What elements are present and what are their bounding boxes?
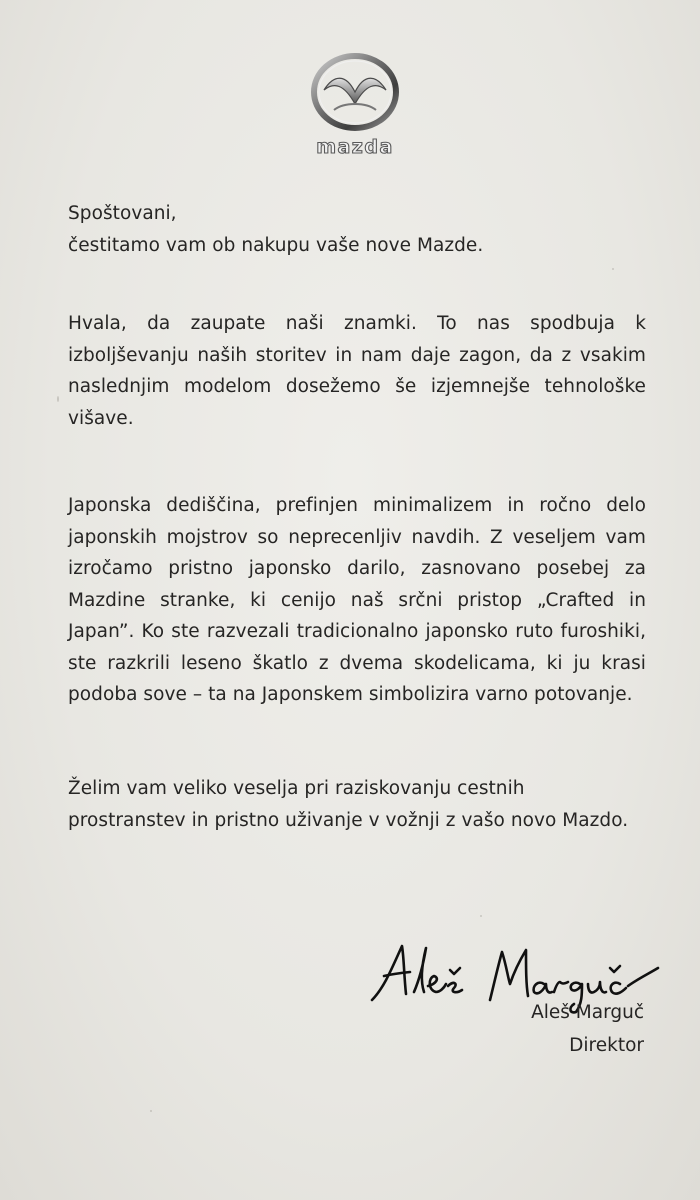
paper-speck xyxy=(150,1110,152,1112)
mazda-logo xyxy=(290,52,420,162)
paper-speck xyxy=(612,268,614,270)
paragraph-3: Želim vam veliko veselja pri raziskovanju cestnih prostranstev in pristno uživanje v vožnji z vašo novo Mazdo. xyxy=(68,778,629,831)
paper-speck xyxy=(480,915,482,917)
greeting-line: čestitamo vam ob nakupu vaše nove Mazde. xyxy=(68,234,484,256)
signatory-name: Aleš Marguč xyxy=(531,1002,644,1023)
mazda-emblem-icon xyxy=(310,52,400,132)
paragraph-closing xyxy=(68,773,646,836)
signatory-title: Direktor xyxy=(569,1035,644,1056)
paragraph-1: Hvala, da zaupate naši znamki. To nas spodbuja k izboljševanju naših storitev in nam daje zagon, da z vsakim naslednjim modelom dosežemo še izjemnejše tehnološke višave. xyxy=(68,313,646,429)
paragraph-thanks xyxy=(68,308,646,434)
svg-text:mazda: mazda xyxy=(316,136,394,158)
paper-speck xyxy=(57,396,59,402)
paragraph-2: Japonska dediščina, prefinjen minimalizem in ročno delo japonskih mojstrov so neprecenljiv navdih. Z veseljem vam izročamo pristno japonsko darilo, zasnovano posebej za Mazdine stranke, ki cenijo naš srčni pristop „Crafted in Japan”. Ko ste razvezali tradicionalno japonsko ruto furoshiki, ste razkrili leseno škatlo z dvema skodelicama, ki ju krasi podoba sove – ta na Japonskem simbolizira varno potovanje. xyxy=(68,495,646,705)
mazda-wordmark xyxy=(300,136,410,158)
salutation-block xyxy=(68,198,646,261)
salutation: Spoštovani, xyxy=(68,203,177,224)
paragraph-gift xyxy=(68,490,646,711)
